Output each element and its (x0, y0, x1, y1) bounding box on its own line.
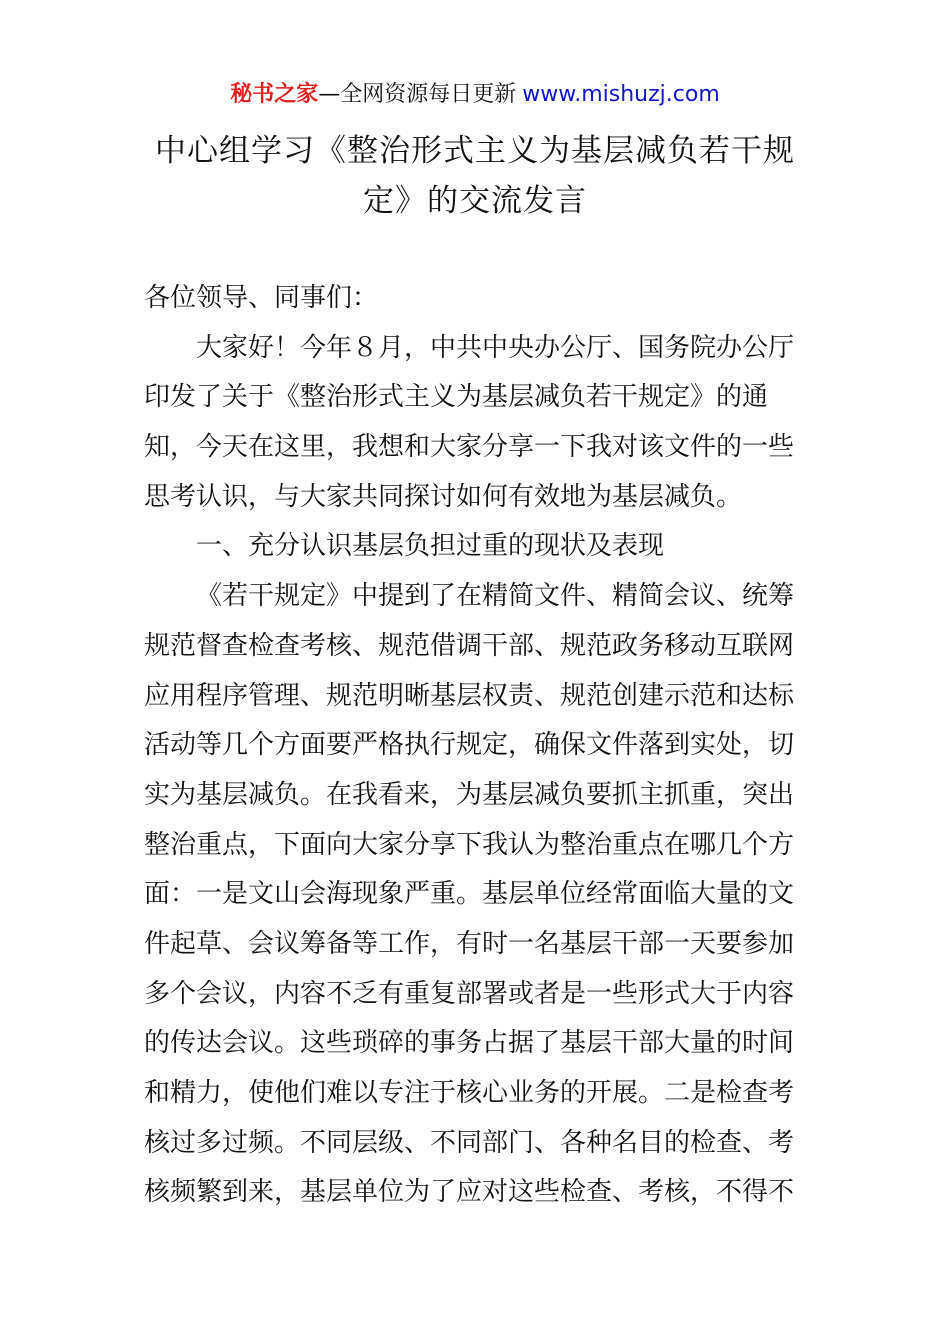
body-line: 活动等几个方面要严格执行规定，确保文件落到实处，切 (144, 730, 795, 761)
site-url-link[interactable]: www.mishuzj.com (522, 82, 720, 107)
body-line: 核频繁到来，基层单位为了应对这些检查、考核，不得不 (144, 1177, 795, 1208)
document-title (140, 126, 810, 226)
header-tagline: —全网资源每日更新 (318, 82, 517, 107)
title-line-1: 中心组学习《整治形式主义为基层减负若干规 (155, 133, 795, 169)
body-line: 多个会议，内容不乏有重复部署或者是一些形式大于内容 (144, 978, 795, 1009)
body-line: 应用程序管理、规范明晰基层权责、规范创建示范和达标 (144, 680, 795, 711)
body-line: 规范督查检查考核、规范借调干部、规范政务移动互联网 (144, 630, 795, 661)
document-body (144, 274, 808, 1218)
body-line: 和精力，使他们难以专注于核心业务的开展。二是检查考 (144, 1078, 795, 1108)
title-line-2: 定》的交流发言 (363, 183, 587, 219)
body-line: 实为基层减负。在我看来，为基层减负要抓主抓重，突出 (144, 779, 795, 810)
body-line: 件起草、会议筹备等工作，有时一名基层干部一天要参加 (144, 928, 795, 959)
body-line: 核过多过频。不同层级、不同部门、各种名目的检查、考 (144, 1127, 795, 1158)
section-heading: 一、充分认识基层负担过重的现状及表现 (196, 531, 665, 562)
site-header (0, 80, 950, 110)
body-line: 思考认识，与大家共同探讨如何有效地为基层减负。 (144, 481, 743, 512)
body-line: 《若干规定》中提到了在精简文件、精简会议、统筹 (196, 581, 795, 612)
body-line: 印发了关于《整治形式主义为基层减负若干规定》的通 (144, 382, 769, 413)
body-line: 知，今天在这里，我想和大家分享一下我对该文件的一些 (144, 432, 795, 463)
body-line: 整治重点，下面向大家分享下我认为整治重点在哪几个方 (144, 829, 795, 860)
brand-name: 秘书之家 (230, 82, 319, 107)
body-line: 的传达会议。这些琐碎的事务占据了基层干部大量的时间 (144, 1028, 795, 1059)
body-line: 面：一是文山会海现象严重。基层单位经常面临大量的文 (144, 879, 795, 910)
salutation: 各位领导、同事们： (144, 283, 379, 313)
body-line: 大家好！今年８月，中共中央办公厅、国务院办公厅 (196, 332, 795, 363)
